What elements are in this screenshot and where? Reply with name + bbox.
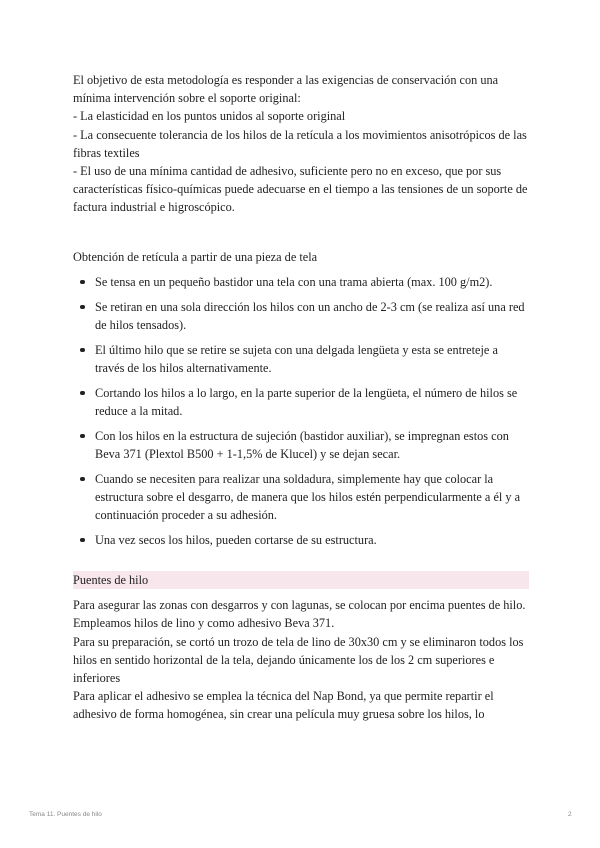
intro-block [73, 71, 529, 217]
list-item-text: El último hilo que se retire se sujeta con una delgada lengüeta y esta se entreteje a través de los hilos alternativamente. [95, 342, 498, 375]
bullet-icon [80, 305, 85, 310]
footer-title: Tema 11. Puentes de hilo [29, 811, 102, 818]
bullet-icon [80, 391, 85, 396]
section-body [73, 596, 529, 723]
list-item-text: Se tensa en un pequeño bastidor una tela con una trama abierta (max. 100 g/m2). [95, 274, 493, 289]
bullet-icon [80, 434, 85, 439]
list-item [73, 531, 529, 549]
list-item [73, 384, 529, 420]
intro-line: - El uso de una mínima cantidad de adhesivo, suficiente pero no en exceso, que por sus características físico-químicas puede adecuarse en el tiempo a las tensiones de un soporte de factura industrial e higroscópico. [73, 164, 528, 215]
page-content [73, 71, 529, 724]
intro-line: El objetivo de esta metodología es responder a las exigencias de conservación con una mínima intervención sobre el soporte original: [73, 73, 499, 106]
list-item [73, 470, 529, 525]
subheading: Obtención de retícula a partir de una pieza de tela [73, 249, 318, 264]
list-item-text: Cuando se necesiten para realizar una soldadura, simplemente hay que colocar la estructura sobre el desgarro, de manera que los hilos estén perpendicularmente a él y a continuación proceder a su adhesión. [95, 471, 521, 523]
list-item [73, 298, 529, 334]
section-title: Puentes de hilo [73, 573, 149, 588]
list-item-text: Una vez secos los hilos, pueden cortarse de su estructura. [95, 532, 377, 547]
bullet-list [73, 273, 529, 549]
page-number: 2 [568, 811, 572, 818]
section-line: Para asegurar las zonas con desgarros y con lagunas, se colocan por encima puentes de hilo. [73, 598, 526, 613]
list-item-text: Cortando los hilos a lo largo, en la parte superior de la lengüeta, el número de hilos se reduce a la mitad. [95, 385, 518, 418]
bullet-icon [80, 538, 85, 543]
intro-line: - La consecuente tolerancia de los hilos de la retícula a los movimientos anisotrópicos de las fibras textiles [73, 127, 527, 160]
section-line: Empleamos hilos de lino y como adhesivo Beva 371. [73, 616, 335, 631]
list-item-text: Con los hilos en la estructura de sujeción (bastidor auxiliar), se impregnan estos con Beva 371 (Plextol B500 + 1-1,5% de Klucel) y se dejan secar. [95, 428, 509, 461]
section-line: Para su preparación, se cortó un trozo de tela de lino de 30x30 cm y se eliminaron todos los hilos en sentido horizontal de la tela, dejando únicamente los de los 2 cm superiores e inferiores [73, 634, 524, 686]
section-line: Para aplicar el adhesivo se emplea la técnica del Nap Bond, ya que permite repartir el adhesivo de forma homogénea, sin crear una película muy gruesa sobre los hilos, lo [73, 689, 494, 722]
bullet-icon [80, 477, 85, 482]
bullet-icon [80, 348, 85, 353]
list-item-text: Se retiran en una sola dirección los hilos con un ancho de 2-3 cm (se realiza así una red de hilos tensados). [95, 299, 525, 332]
bullet-icon [80, 280, 85, 285]
intro-line: - La elasticidad en los puntos unidos al soporte original [73, 109, 346, 124]
list-item [73, 427, 529, 463]
list-item [73, 341, 529, 377]
section-heading [73, 571, 529, 589]
list-item [73, 273, 529, 291]
